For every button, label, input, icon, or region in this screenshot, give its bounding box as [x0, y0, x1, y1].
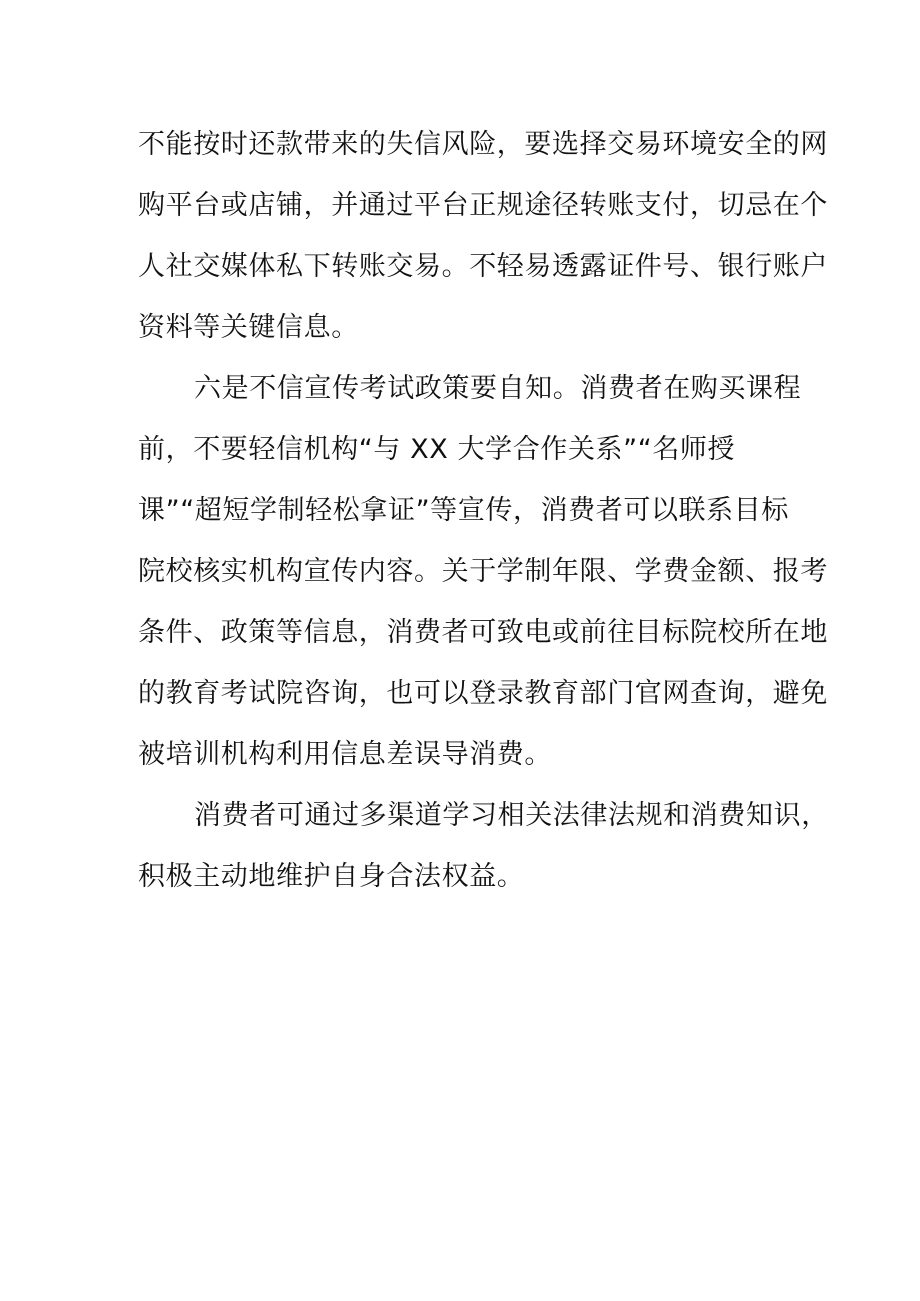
paragraph-line: 被培训机构利用信息差误导消费。 [138, 739, 552, 770]
paragraph-2 [138, 358, 828, 785]
paragraph-line: 院校核实机构宣传内容。关于学制年限、学费金额、报考 [138, 556, 828, 587]
document-body [138, 114, 829, 907]
paragraph-line: 消费者可通过多渠道学习相关法律法规和消费知识， [194, 800, 829, 831]
paragraph-line: 人社交媒体私下转账交易。不轻易透露证件号、银行账户 [138, 251, 828, 282]
paragraph-line: 不能按时还款带来的失信风险，要选择交易环境安全的网 [138, 129, 828, 160]
paragraph-line: 的教育考试院咨询，也可以登录教育部门官网查询，避免 [138, 678, 828, 709]
paragraph-line: 前，不要轻信机构“与 XX 大学合作关系”“名师授 [138, 434, 736, 465]
paragraph-3 [138, 785, 829, 907]
paragraph-line: 积极主动地维护自身合法权益。 [138, 861, 525, 892]
paragraph-1 [138, 114, 828, 358]
paragraph-line: 六是不信宣传考试政策要自知。消费者在购买课程 [194, 373, 802, 404]
paragraph-line: 资料等关键信息。 [138, 312, 359, 343]
paragraph-line: 购平台或店铺，并通过平台正规途径转账支付，切忌在个 [138, 190, 828, 221]
paragraph-line: 条件、政策等信息，消费者可致电或前往目标院校所在地 [138, 617, 828, 648]
paragraph-line: 课”“超短学制轻松拿证”等宣传，消费者可以联系目标 [138, 495, 789, 526]
